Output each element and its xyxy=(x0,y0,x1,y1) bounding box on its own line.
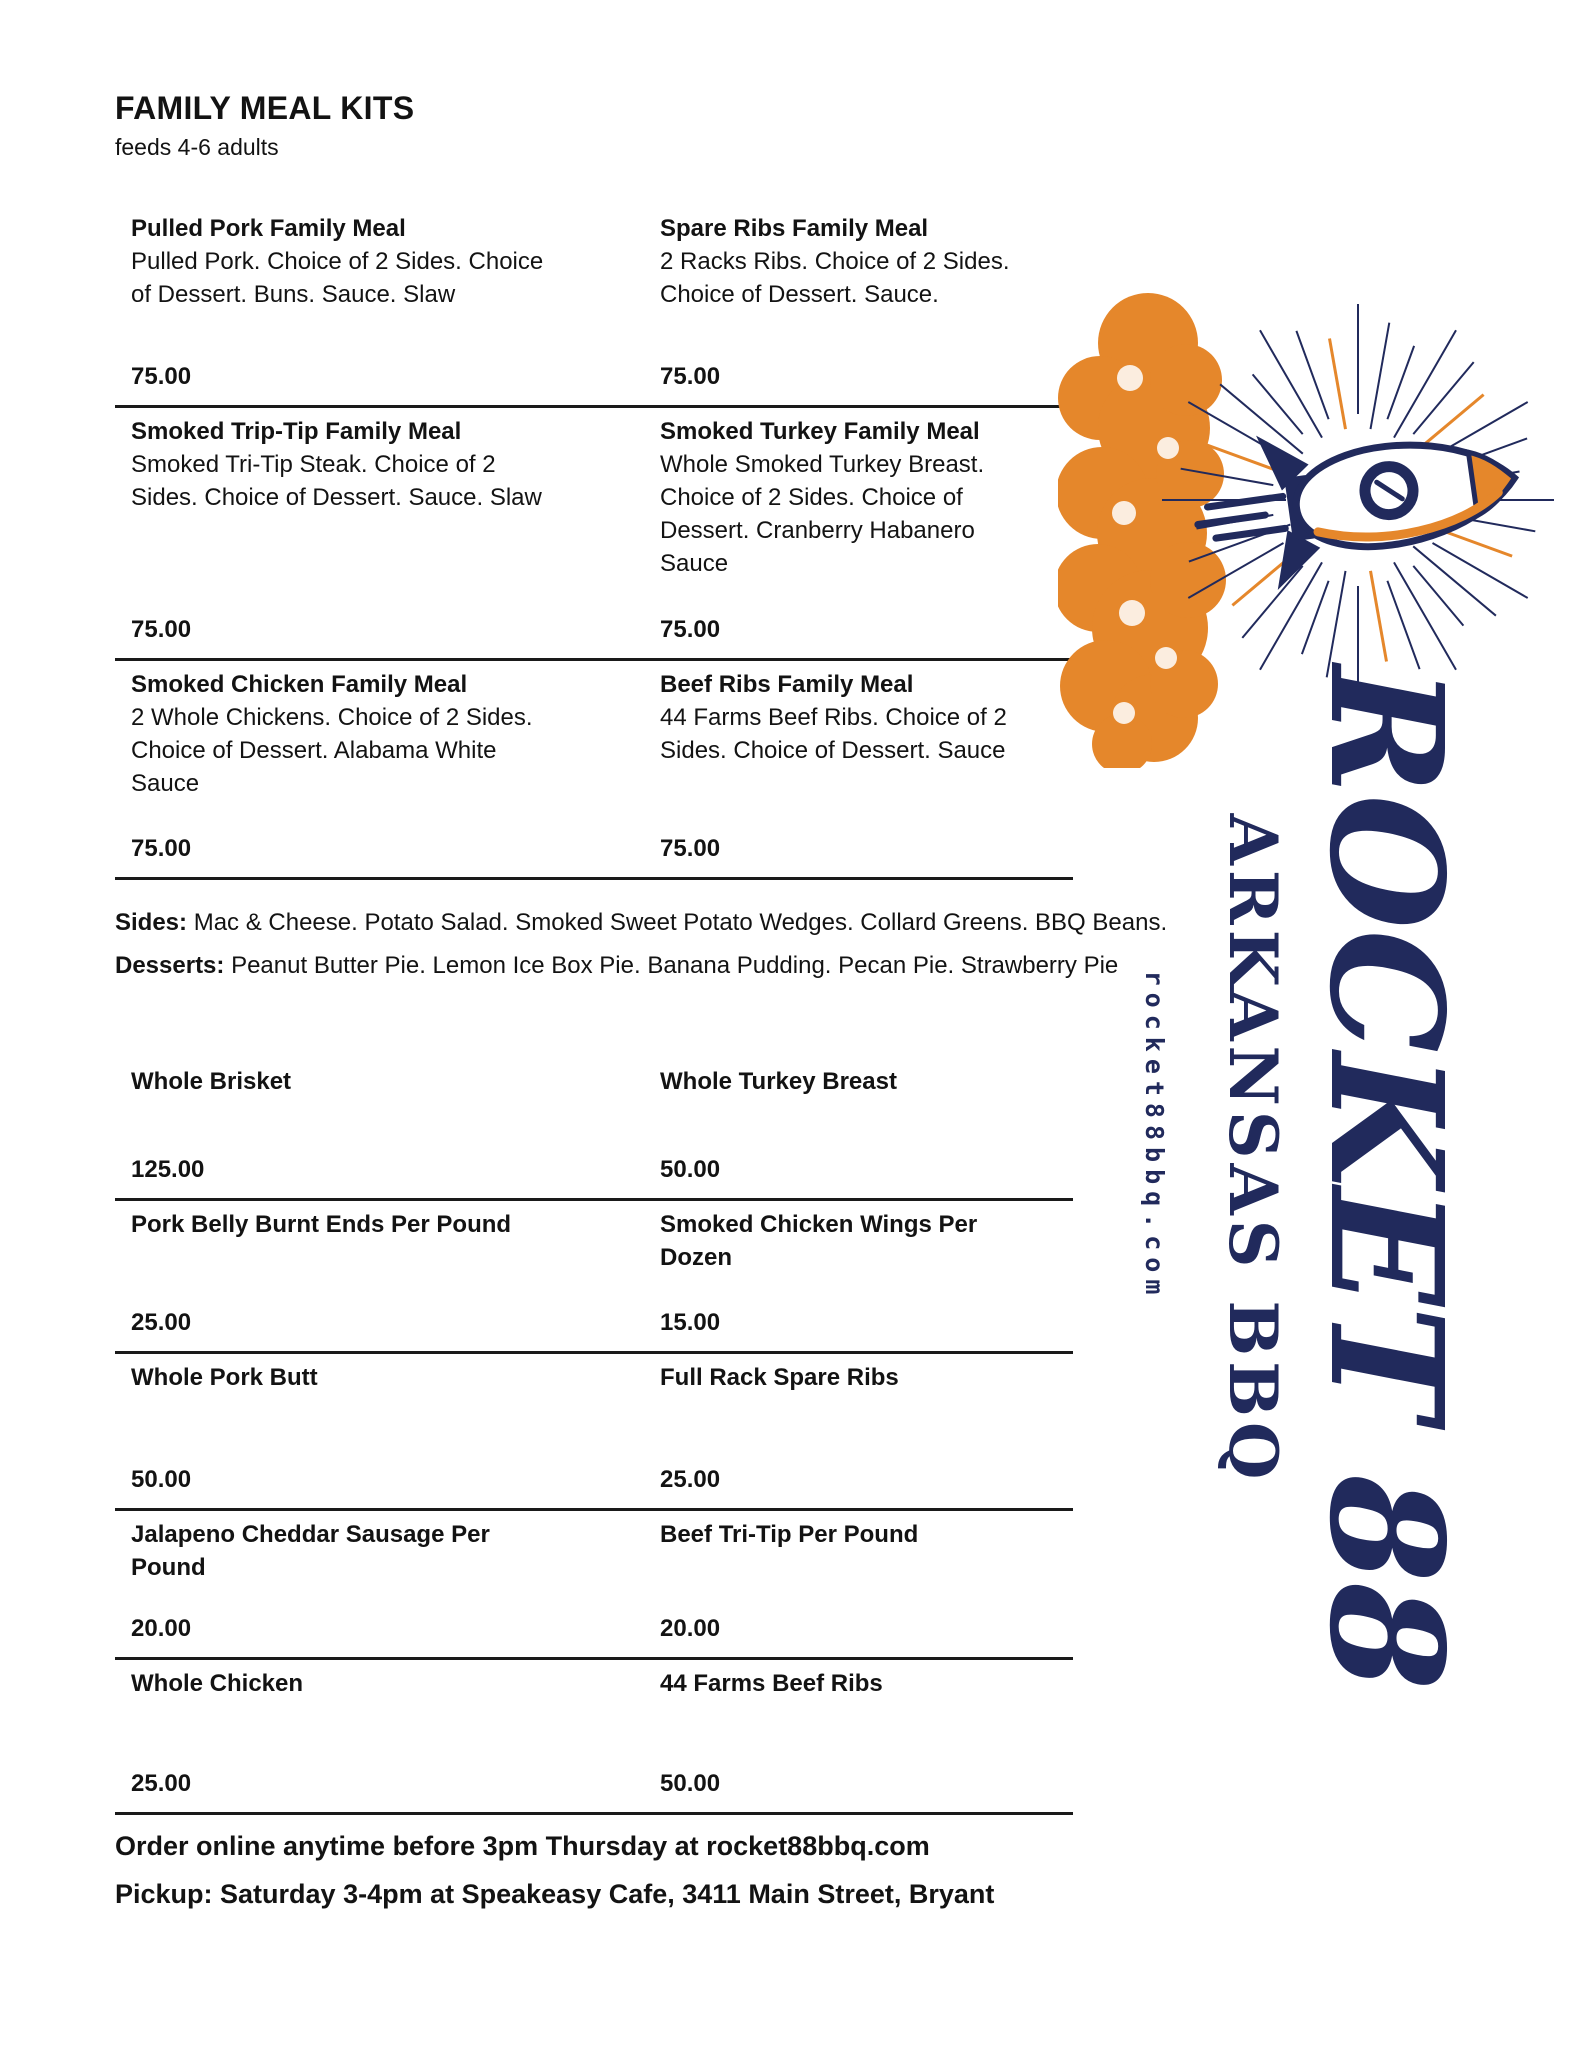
menu-item xyxy=(660,205,1070,405)
item-description: Pulled Pork. Choice of 2 Sides. Choice of Dessert. Buns. Sauce. Slaw xyxy=(131,248,544,308)
item-description: 2 Whole Chickens. Choice of 2 Sides. Choice of Dessert. Alabama White Sauce xyxy=(131,704,533,797)
item-price: 75.00 xyxy=(660,363,721,390)
menu-content xyxy=(115,90,1168,1911)
item-price: 15.00 xyxy=(660,1309,721,1336)
item-name: Pulled Pork Family Meal xyxy=(131,215,406,242)
sides-label: Sides: xyxy=(115,909,188,936)
item-description: 2 Racks Ribs. Choice of 2 Sides. Choice of Dessert. Sauce. xyxy=(660,248,1010,308)
item-name: Spare Ribs Family Meal xyxy=(660,215,929,242)
desserts-text: Peanut Butter Pie. Lemon Ice Box Pie. Banana Pudding. Pecan Pie. Strawberry Pie xyxy=(231,952,1119,979)
bulk-items-row xyxy=(115,1058,1073,1201)
menu-item xyxy=(115,1354,660,1508)
page-title: FAMILY MEAL KITS xyxy=(115,90,415,126)
item-price: 125.00 xyxy=(131,1156,205,1183)
menu-item xyxy=(660,1354,1070,1508)
menu-item xyxy=(660,661,1070,877)
item-price: 75.00 xyxy=(131,835,192,862)
menu-item xyxy=(115,661,660,877)
item-price: 50.00 xyxy=(660,1156,721,1183)
item-name: Smoked Chicken Wings Per Dozen xyxy=(660,1211,978,1271)
desserts-line xyxy=(115,949,1190,983)
bulk-items-row xyxy=(115,1201,1073,1354)
item-name: Smoked Trip-Tip Family Meal xyxy=(131,418,462,445)
item-name: Whole Chicken xyxy=(131,1670,304,1697)
page-subtitle: feeds 4-6 adults xyxy=(115,134,279,160)
item-name: Pork Belly Burnt Ends Per Pound xyxy=(131,1211,512,1238)
item-name: 44 Farms Beef Ribs xyxy=(660,1670,883,1697)
brand-tagline: ARKANSAS BBQ xyxy=(1214,813,1292,1485)
bulk-items-row xyxy=(115,1660,1073,1815)
item-name: Jalapeno Cheddar Sausage Per Pound xyxy=(131,1521,490,1581)
menu-item xyxy=(660,1058,1070,1198)
item-name: Beef Tri-Tip Per Pound xyxy=(660,1521,919,1548)
item-price: 75.00 xyxy=(660,835,721,862)
menu-item xyxy=(115,1058,660,1198)
smoke-cloud-icon xyxy=(1058,293,1226,768)
item-name: Beef Ribs Family Meal xyxy=(660,671,914,698)
item-name: Whole Pork Butt xyxy=(131,1364,318,1391)
item-price: 25.00 xyxy=(131,1770,192,1797)
desserts-label: Desserts: xyxy=(115,952,225,979)
item-price: 20.00 xyxy=(660,1615,721,1642)
menu-item xyxy=(115,205,660,405)
item-price: 25.00 xyxy=(660,1466,721,1493)
item-description: Smoked Tri-Tip Steak. Choice of 2 Sides. Choice of Dessert. Sauce. Slaw xyxy=(131,451,542,511)
sides-text: Mac & Cheese. Potato Salad. Smoked Sweet Potato Wedges. Collard Greens. BBQ Beans. xyxy=(193,909,1168,936)
menu-item xyxy=(660,1201,1070,1351)
brand-name: ROCKET 88 xyxy=(1295,665,1479,1691)
bulk-items-row xyxy=(115,1511,1073,1660)
item-price: 75.00 xyxy=(660,616,721,643)
menu-item xyxy=(660,408,1070,658)
family-meals-row xyxy=(115,205,1073,408)
menu-item xyxy=(660,1511,1070,1657)
family-meals-row xyxy=(115,408,1073,661)
item-description: Whole Smoked Turkey Breast. Choice of 2 Sides. Choice of Dessert. Cranberry Habanero Sauce xyxy=(660,451,985,577)
pickup-info-line: Pickup: Saturday 3-4pm at Speakeasy Cafe, 3411 Main Street, Bryant xyxy=(115,1879,995,1909)
bulk-items-row xyxy=(115,1354,1073,1511)
item-price: 75.00 xyxy=(131,616,192,643)
order-info-line: Order online anytime before 3pm Thursday at rocket88bbq.com xyxy=(115,1831,930,1861)
item-name: Smoked Turkey Family Meal xyxy=(660,418,980,445)
brand-website: rocket88bbq.com xyxy=(1140,970,1170,1302)
menu-item xyxy=(115,1511,660,1657)
item-name: Full Rack Spare Ribs xyxy=(660,1364,899,1391)
menu-item xyxy=(660,1660,1070,1812)
item-name: Whole Turkey Breast xyxy=(660,1068,897,1095)
family-meals-section xyxy=(115,205,1073,880)
menu-item xyxy=(115,1660,660,1812)
item-price: 25.00 xyxy=(131,1309,192,1336)
item-price: 20.00 xyxy=(131,1615,192,1642)
item-price: 75.00 xyxy=(131,363,192,390)
item-description: 44 Farms Beef Ribs. Choice of 2 Sides. Choice of Dessert. Sauce xyxy=(660,704,1007,764)
item-price: 50.00 xyxy=(660,1770,721,1797)
family-meals-row xyxy=(115,661,1073,880)
sides-line xyxy=(115,906,1190,940)
item-name: Whole Brisket xyxy=(131,1068,292,1095)
menu-item xyxy=(115,1201,660,1351)
item-name: Smoked Chicken Family Meal xyxy=(131,671,468,698)
item-price: 50.00 xyxy=(131,1466,192,1493)
bulk-items-section xyxy=(115,1058,1073,1815)
menu-item xyxy=(115,408,660,658)
